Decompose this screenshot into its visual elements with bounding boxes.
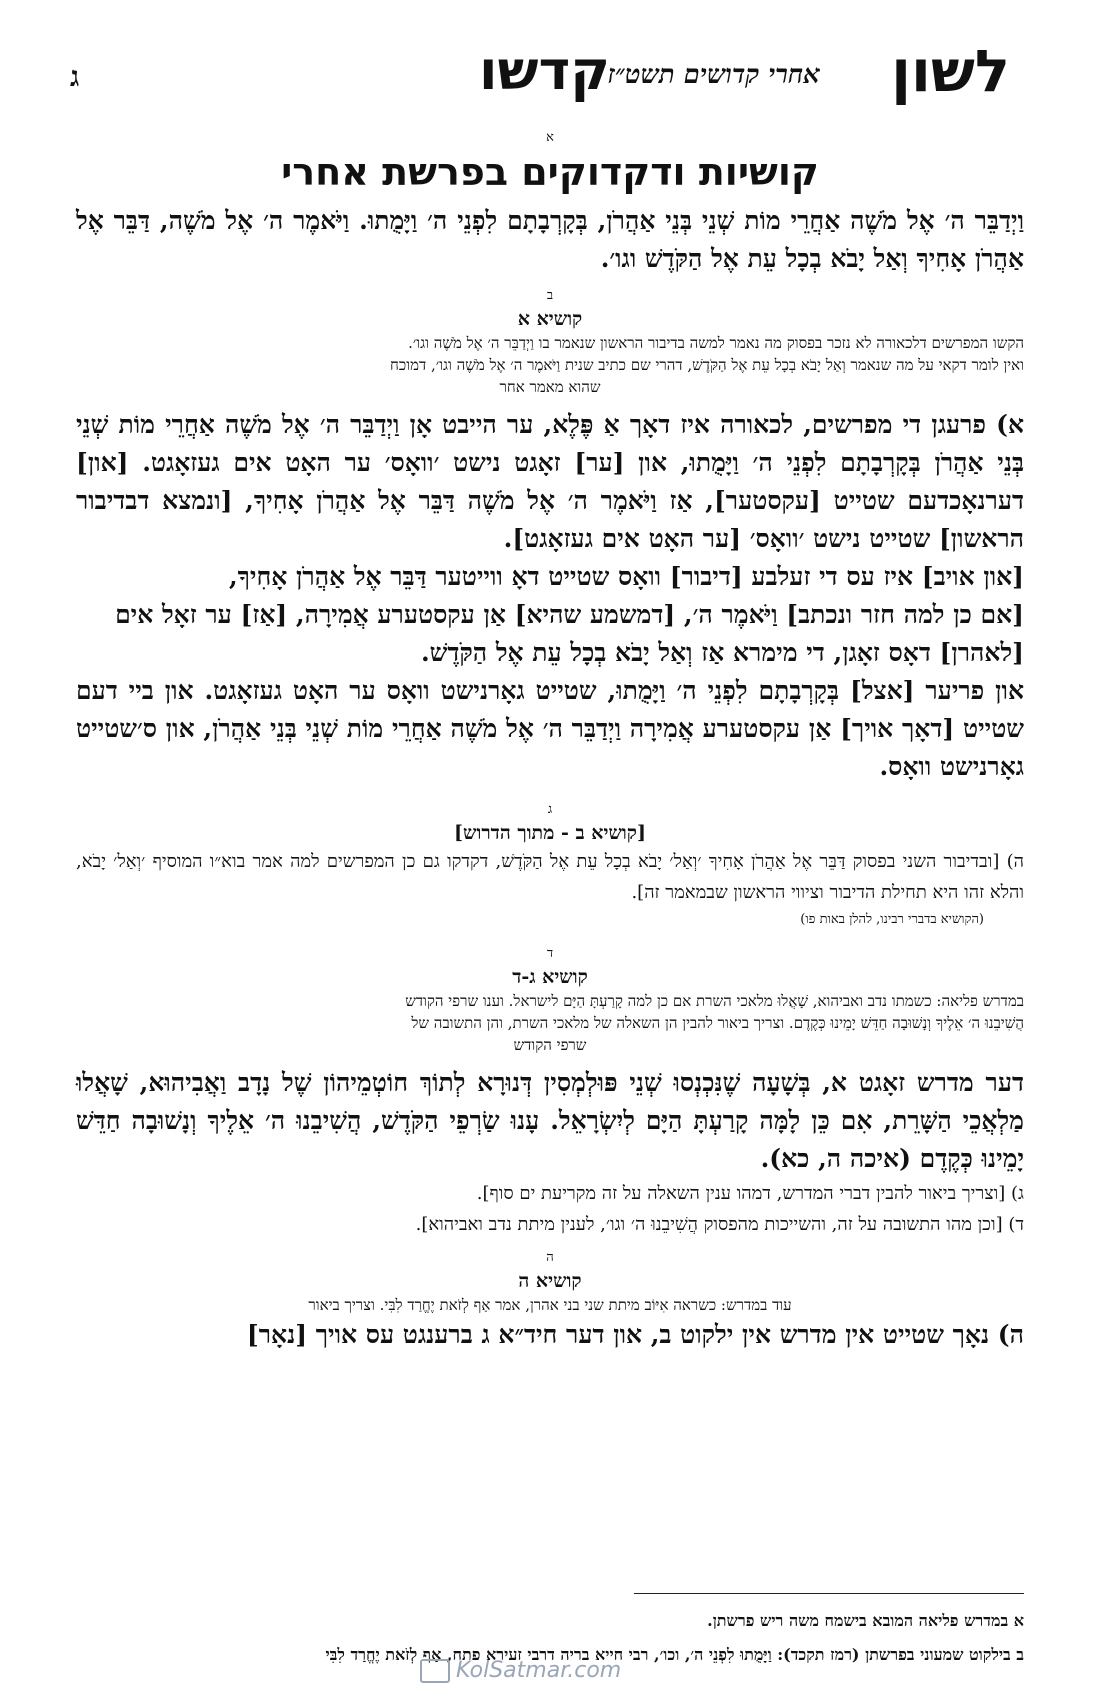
question-summary-line: שהוא מאמר אחר bbox=[499, 378, 601, 396]
body-paragraph: דער מדרש זאָגט א, בְּשָׁעָה שֶׁנִּכְנְסוּ שְׁנֵי פּוּלְמְסִין דְּנוּרָא לְתוֹךְ חוֹטְמֵיהוֹן שֶׁל נָדָב וַאֲבִיהוּא, שָׁאֲלוּ מַלְאֲכֵי הַשָּׁרֵת, אִם כֵּן לָמָּה קָרַעְתָּ הַיָּם לְיִשְׂרָאֵל. עָנוּ שַׂרְפֵי הַקֹּדֶשׁ, הֲשִׁיבֵנוּ ה׳ אֵלֶיךָ וְנָשׁוּבָה חַדֵּשׁ יָמֵינוּ כְּקֶדֶם (איכה ה, כא). bbox=[76, 1068, 1024, 1173]
question-heading-4: קושיא ה bbox=[518, 1270, 582, 1292]
question-heading-2: [קושיא ב - מתוך הדרוש] bbox=[454, 822, 646, 844]
question-summary-line: עוד במדרש: כשראה אִיּוֹב מיתת שני בני אהרן, אמר אַף לְזֹאת יֶחֱרַד לִבִּי. וצריך ביאור bbox=[308, 1296, 792, 1314]
body-paragraph: און פריער [אצל] בְּקָרְבָתָם לִפְנֵי ה׳ וַיָּמֻתוּ, שטייט גאָרנישט וואָס ער האָט געזאָגט. און ביי דעם שטייט [דאָך אויך] אַן עקסטערע אֲמִירָה וַיְדַבֵּר ה׳ אֶל מֹשֶׁה אַחֲרֵי מוֹת שְׁנֵי בְּנֵי אַהֲרֹן, און ס׳שטייט גאָרנישט וואָס. bbox=[76, 676, 1024, 781]
question-summary-line: הֲשִׁיבֵנוּ ה׳ אֵלֶיךָ וְנָשׁוּבָה חַדֵּשׁ יָמֵינוּ כְּקֶדֶם. וצריך ביאור להבין הן השאלה של מלאכי השרת, והן התשובה של bbox=[411, 1014, 1024, 1032]
section-marker-c: ג bbox=[547, 802, 553, 817]
body-paragraph: ג) [וצריך ביאור להבין דברי המדרש, דמהו ענין השאלה על זה מקריעת ים סוף]. bbox=[476, 1183, 1024, 1204]
header-subtitle: אחרי קדושים תשט״ז bbox=[607, 60, 820, 90]
section-marker-b: ב bbox=[546, 288, 554, 303]
page-title: קושיות ודקדוקים בפרשת אחרי bbox=[281, 150, 819, 194]
body-paragraph: ה) [ובדיבור השני בפסוק דַּבֵּר אֶל אַהֲרֹן אָחִיךָ ׳וְאַל׳ יָבֹא בְכָל עֵת אֶל הַקֹּדֶשׁ, דקדקו גם כן המפרשים למה אמר בוא״ו המוסיף ׳וְאַל׳ יָבֹא, והלא זהו היא תחילת הדיבור וציווי הראשון שבמאמר זה]. bbox=[76, 851, 1024, 903]
header-word-mid: קדשו bbox=[479, 39, 610, 102]
section-marker-e: ה bbox=[546, 1250, 554, 1265]
footnote-divider bbox=[634, 1593, 1024, 1594]
body-paragraph: ד) [וכן מהו התשובה על זה, והשייכות מהפסוק הֲשִׁיבֵנוּ ה׳ וגו׳, לענין מיתת נדב ואביהוא]. bbox=[415, 1214, 1024, 1235]
body-paragraph: [לאהרן] דאָס זאָגן, די מימרא אַז וְאַל יָבֹא בְכָל עֵת אֶל הַקֹּדֶשׁ. bbox=[420, 638, 1024, 667]
main-content bbox=[76, 128, 1024, 1354]
opening-verse: וַיְדַבֵּר ה׳ אֶל מֹשֶׁה אַחֲרֵי מוֹת שְׁנֵי בְּנֵי אַהֲרֹן, בְּקָרְבָתָם לִפְנֵי ה׳ וַיָּמֻתוּ. וַיֹּאמֶר ה׳ אֶל מֹשֶׁה, דַּבֵּר אֶל אַהֲרֹן אָחִיךָ וְאַל יָבֹא בְכָל עֵת אֶל הַקֹּדֶשׁ וגו׳. bbox=[76, 206, 1024, 273]
footnote: ב בילקוט שמעוני בפרשתן (רמז תקכד): וַיָּמֻתוּ לִפְנֵי ה׳, וכו׳, רבי חייא בריה דרבי זעירא פתח, אַף לְזֹאת יֶחֱרַד לִבִּי bbox=[325, 1645, 1024, 1664]
watermark bbox=[420, 1658, 621, 1683]
question-summary-line: הקשו המפרשים דלכאורה לא נזכר בפסוק מה נאמר למשה בדיבור הראשון שנאמר בו וַיְדַבֵּר ה׳ אֶל מֹשֶׁה וגו׳. bbox=[408, 334, 1024, 352]
page-letter: ג bbox=[70, 60, 80, 93]
question-heading-1: קושיא א bbox=[517, 308, 583, 330]
body-paragraph: [און אויב] איז עס די זעלבע [דיבור] וואָס שטייט דאָ ווייטער דַּבֵּר אֶל אַהֲרֹן אָחִיךָ, bbox=[228, 562, 1024, 591]
page-header bbox=[60, 38, 1040, 108]
question-heading-3: קושיא ג-ד bbox=[512, 966, 588, 988]
question-summary-line: במדרש פליאה: כשמתו נדב ואביהוא, שָׁאֲלוּ מלאכי השרת אם כן למה קָרַעְתָּ הַיָּם לישראל. וענו שרפי הקודש bbox=[405, 992, 1024, 1010]
body-paragraph: א) פרעגן די מפרשים, לכאורה איז דאָך אַ פֶּלֶא, ער הייבט אָן וַיְדַבֵּר ה׳ אֶל מֹשֶׁה אַחֲרֵי מוֹת שְׁנֵי בְּנֵי אַהֲרֹן בְּקָרְבָתָם לִפְנֵי ה׳ וַיָּמֻתוּ, און [ער] זאָגט נישט ׳וואָס׳ ער האָט אים געזאָגט. [און] דערנאָכדעם שטייט [עקסטער], אַז וַיֹּאמֶר ה׳ אֶל מֹשֶׁה דַּבֵּר אֶל אַהֲרֹן אָחִיךָ, [ונמצא דבדיבור הראשון] שטייט נישט ׳וואָס׳ [ער האָט אים געזאָגט]. bbox=[76, 410, 1024, 553]
section-marker-d: ד bbox=[546, 946, 554, 961]
header-word-right: לשון bbox=[891, 37, 1010, 105]
body-paragraph: [אם כן למה חזר ונכתב] וַיֹּאמֶר ה׳, [דמשמע שהיא] אַן עקסטערע אֲמִירָה, [אַז] ער זאָל אים bbox=[115, 600, 1024, 629]
body-paragraph: ה) נאָך שטייט אין מדרש אין ילקוט ב, און דער חיד״א ג ברענגט עס אויך [נאָר] bbox=[246, 1320, 1024, 1349]
watermark-text: KolSatmar.com bbox=[456, 1658, 622, 1683]
book-icon bbox=[420, 1659, 450, 1683]
section-marker-a: א bbox=[546, 130, 554, 145]
footnote: א במדרש פליאה המובא בישמח משה ריש פרשתן. bbox=[707, 1611, 1024, 1630]
question-summary-line: שרפי הקודש bbox=[513, 1036, 587, 1054]
question-summary-line: ואין לומר דקאי על מה שנאמר וְאַל יָבֹא בְכָל עֵת אֶל הַקֹּדֶשׁ, דהרי שם כתיב שנית וַיֹּאמֶר ה׳ אֶל מֹשֶׁה וגו׳, דמוכח bbox=[390, 356, 1024, 374]
source-note: (הקושיא בדברי רבינו, להלן באות פו) bbox=[800, 912, 984, 927]
